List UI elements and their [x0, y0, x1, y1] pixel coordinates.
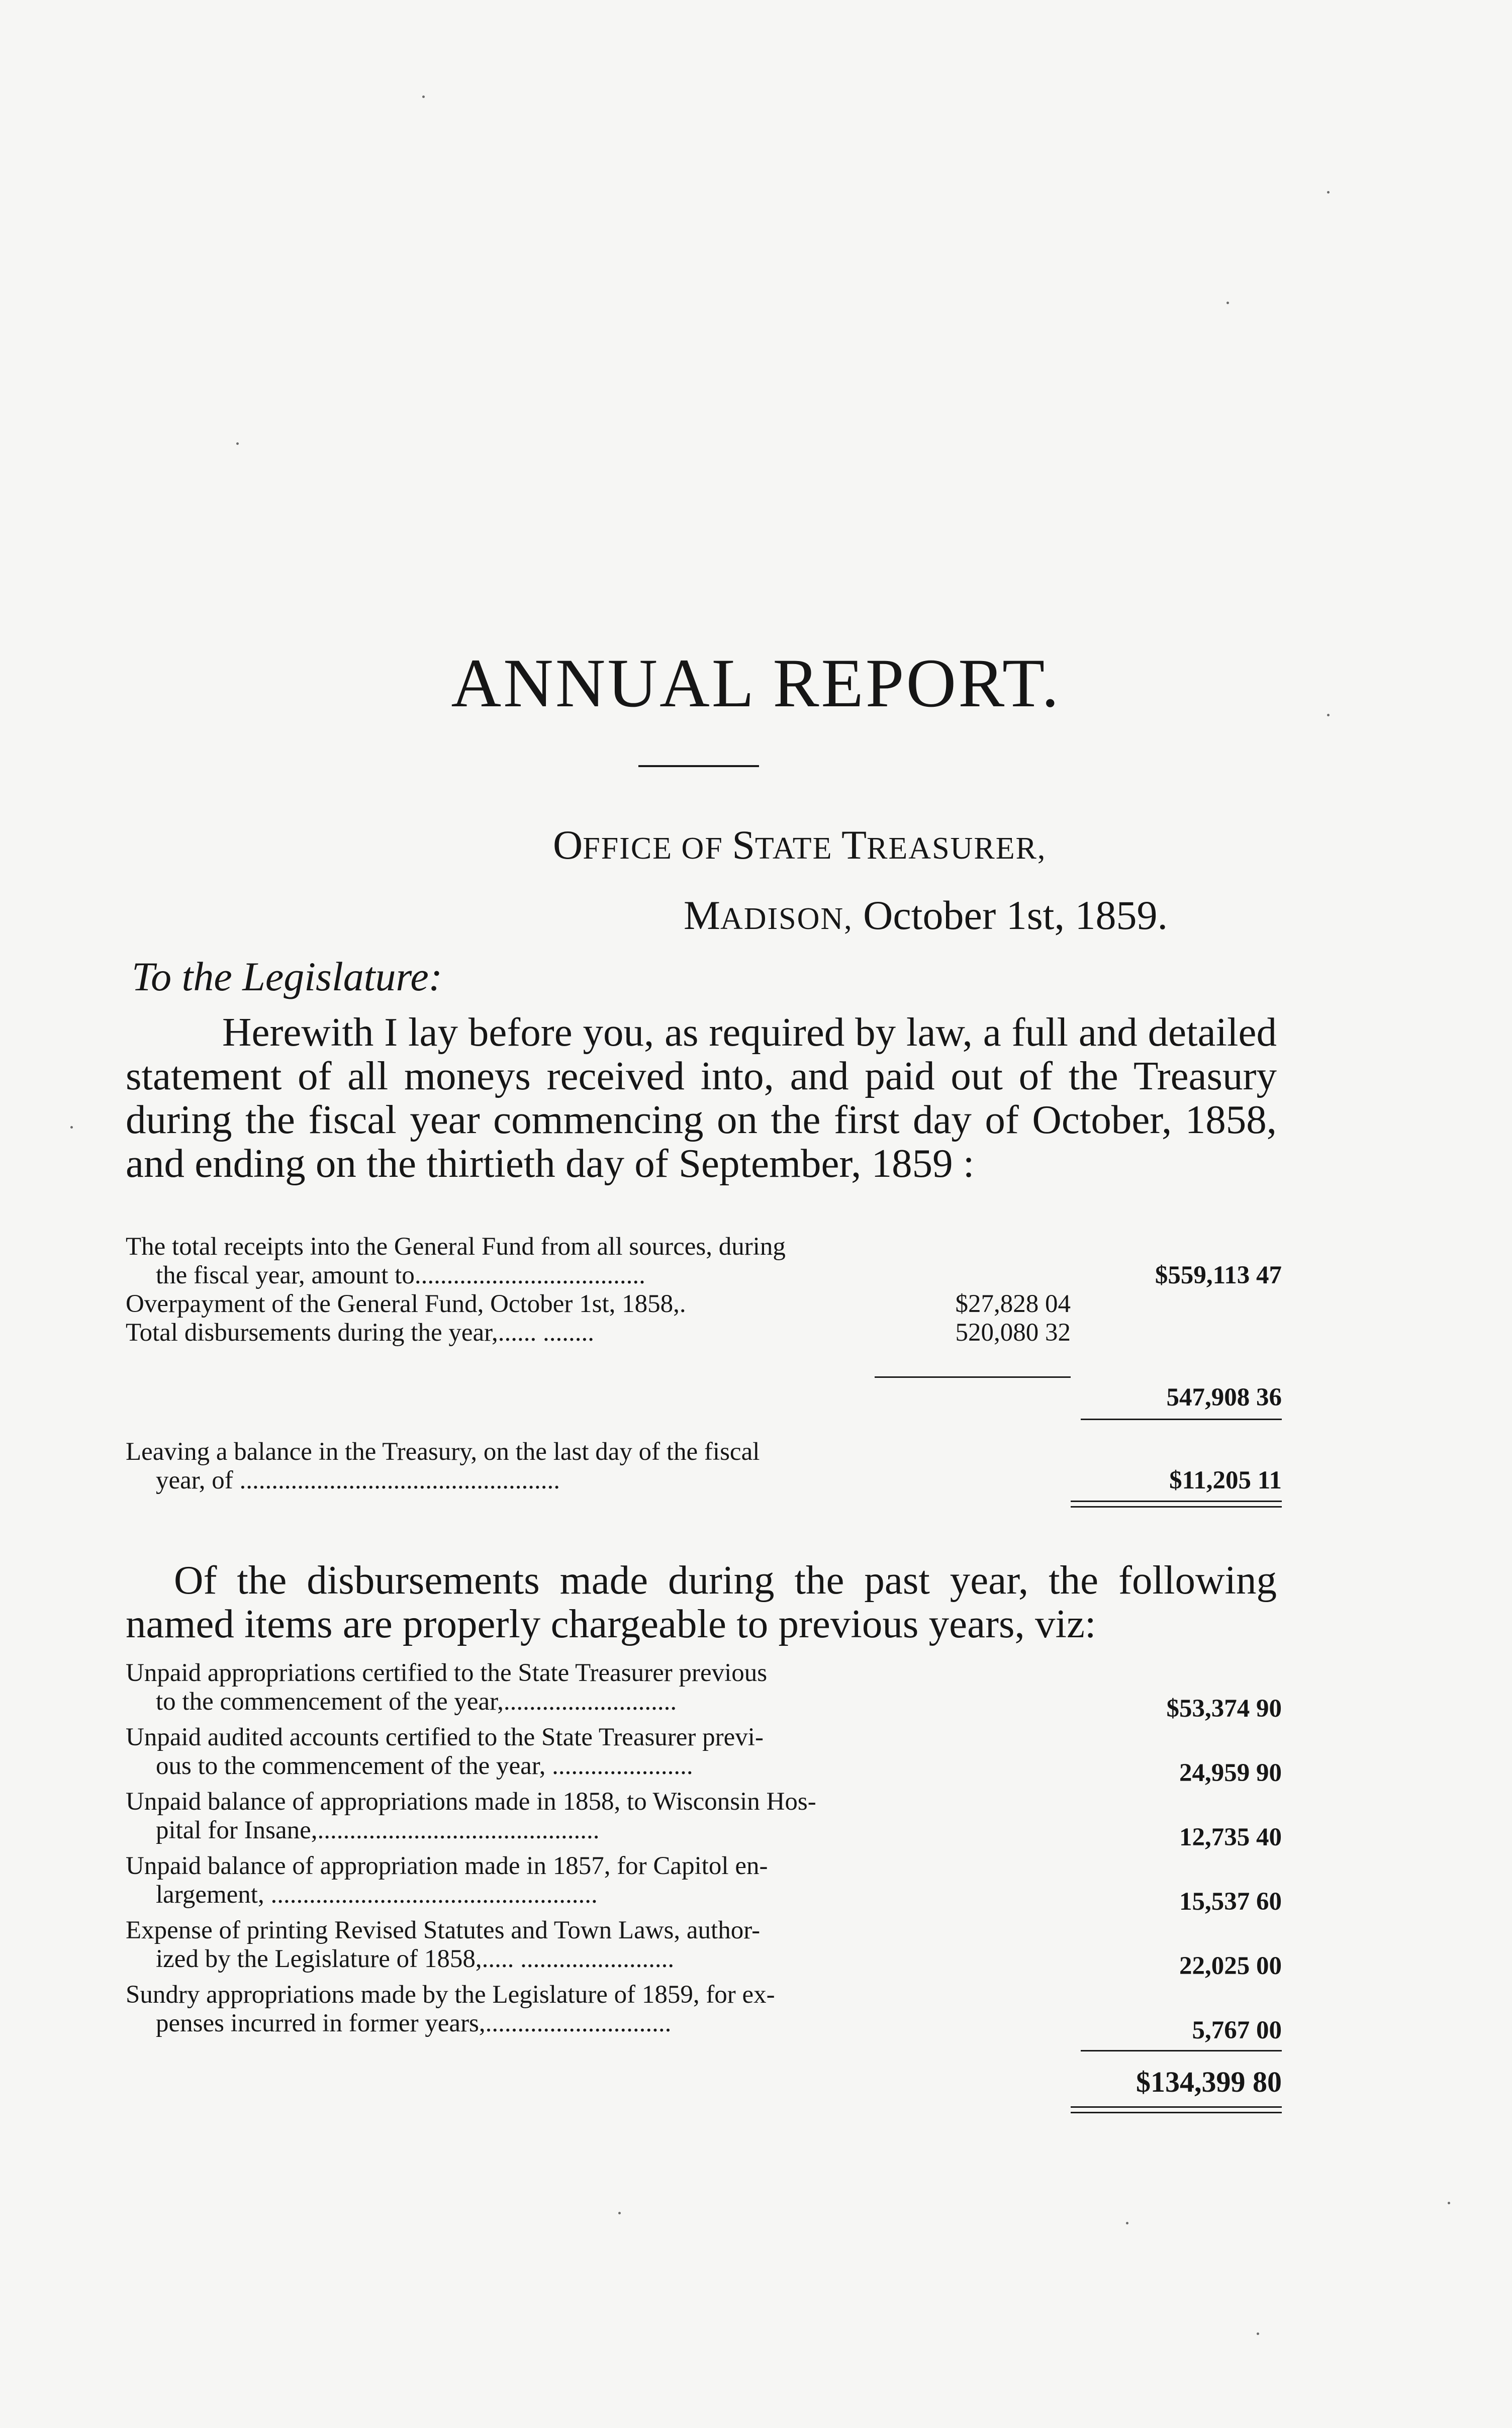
items-total-block: [126, 2061, 1282, 2096]
scan-speck: [1226, 302, 1229, 304]
office-line: [553, 824, 1046, 866]
item-label-line1: Sundry appropriations made by the Legislature of 1859, for ex-: [126, 1981, 775, 2009]
scan-speck: [1327, 191, 1330, 194]
overpayment-amount: $27,828 04: [955, 1290, 1071, 1318]
scan-speck: [70, 1126, 73, 1129]
scan-speck: [422, 96, 425, 98]
scan-speck: [236, 442, 239, 445]
overpayment-row: [126, 1290, 1282, 1319]
list-item: [126, 1788, 1282, 1852]
scan-speck: [618, 2212, 621, 2214]
list-item: [126, 1981, 1282, 2045]
item-amount: 12,735 40: [1179, 1823, 1282, 1851]
item-label-line1: Unpaid audited accounts certified to the State Treasurer previ-: [126, 1723, 764, 1751]
title-rule: [638, 765, 759, 767]
office-initial: O: [553, 822, 583, 868]
list-item: [126, 1916, 1282, 1981]
scan-speck: [1327, 714, 1330, 716]
office-text-3: REASURER,: [867, 831, 1047, 866]
office-initial-2: S: [732, 822, 755, 868]
items-total-row: [126, 2061, 1282, 2096]
scan-speck: [1126, 2222, 1128, 2224]
item-amount: 5,767 00: [1192, 2016, 1282, 2044]
receipts-amount: $559,113 47: [1155, 1261, 1282, 1289]
list-item: [126, 1723, 1282, 1788]
scan-speck: [1448, 2202, 1450, 2204]
disbursements-row: [126, 1319, 1282, 1347]
list-item: [126, 1852, 1282, 1916]
disbursements-amount: 520,080 32: [955, 1319, 1071, 1347]
balance-label-line1: Leaving a balance in the Treasury, on the last day of the fiscal: [126, 1438, 760, 1466]
item-amount: 24,959 90: [1179, 1759, 1282, 1787]
office-text-2: TATE: [754, 831, 841, 866]
previous-years-heading: Of the disbursements made during the past year, the following named items are properly chargeable to previous years, viz:: [126, 1557, 1277, 1646]
item-label-line1: Expense of printing Revised Statutes and Town Laws, author-: [126, 1916, 761, 1944]
previous-years-ledger: [126, 1659, 1282, 2045]
items-total-rule: [1081, 2050, 1282, 2051]
subtotal-rule: [875, 1376, 1071, 1378]
item-label-line2: largement, ...................................................: [156, 1881, 598, 1909]
dateline-place: ADISON,: [720, 902, 853, 936]
item-label-line1: Unpaid balance of appropriations made in 1858, to Wisconsin Hos-: [126, 1788, 816, 1816]
salutation: To the Legislature:: [132, 954, 443, 999]
item-label-line1: Unpaid balance of appropriation made in 1857, for Capitol en-: [126, 1852, 768, 1880]
item-label-line2: to the commencement of the year,...........................: [156, 1688, 677, 1716]
receipts-label-line1: The total receipts into the General Fund from all sources, during: [126, 1233, 786, 1261]
balance-label-line2: year, of ..................................................: [156, 1466, 560, 1495]
page-title: ANNUAL REPORT.: [451, 644, 1061, 721]
list-item: [126, 1659, 1282, 1723]
disbursements-label: Total disbursements during the year,...... ........: [126, 1319, 595, 1347]
deductions-total-amount: 547,908 36: [1166, 1383, 1282, 1412]
intro-paragraph: Herewith I lay before you, as required by law, a full and detailed statement of all moneys received into, and paid out of the Treasury during the fiscal year commencing on the first day of October, 1858, and ending on the thirtieth day of September, 1859 :: [126, 1009, 1277, 1186]
item-label-line2: ized by the Legislature of 1858,..... ........................: [156, 1945, 675, 1973]
balance-double-rule: [1071, 1501, 1282, 1508]
office-initial-3: T: [841, 822, 867, 868]
item-label-line2: pital for Insane,............................................: [156, 1816, 600, 1844]
balance-block: [126, 1438, 1282, 1495]
item-amount: 15,537 60: [1179, 1888, 1282, 1916]
item-label-line1: Unpaid appropriations certified to the State Treasurer previous: [126, 1659, 768, 1687]
summary-ledger: [126, 1233, 1282, 1347]
deductions-total-block: [126, 1383, 1282, 1412]
office-text: FFICE OF: [583, 831, 732, 866]
deductions-total-row: [126, 1383, 1282, 1412]
overpayment-label: Overpayment of the General Fund, October 1st, 1858,.: [126, 1290, 686, 1318]
items-double-rule: [1071, 2106, 1282, 2113]
item-amount: $53,374 90: [1166, 1695, 1282, 1723]
dateline-date: October 1st, 1859.: [853, 892, 1168, 938]
receipts-row: [126, 1233, 1282, 1290]
items-total-amount: $134,399 80: [1136, 2066, 1282, 2098]
balance-row: [126, 1438, 1282, 1495]
dateline-initial: M: [684, 892, 720, 938]
dateline: [684, 892, 1168, 938]
item-label-line2: penses incurred in former years,.............................: [156, 2009, 672, 2037]
scan-speck: [1257, 2332, 1259, 2335]
total-rule: [1081, 1419, 1282, 1420]
balance-amount: $11,205 11: [1169, 1466, 1282, 1495]
item-label-line2: ous to the commencement of the year, ......................: [156, 1752, 693, 1780]
receipts-label-line2: the fiscal year, amount to....................................: [156, 1261, 645, 1289]
item-amount: 22,025 00: [1179, 1952, 1282, 1980]
